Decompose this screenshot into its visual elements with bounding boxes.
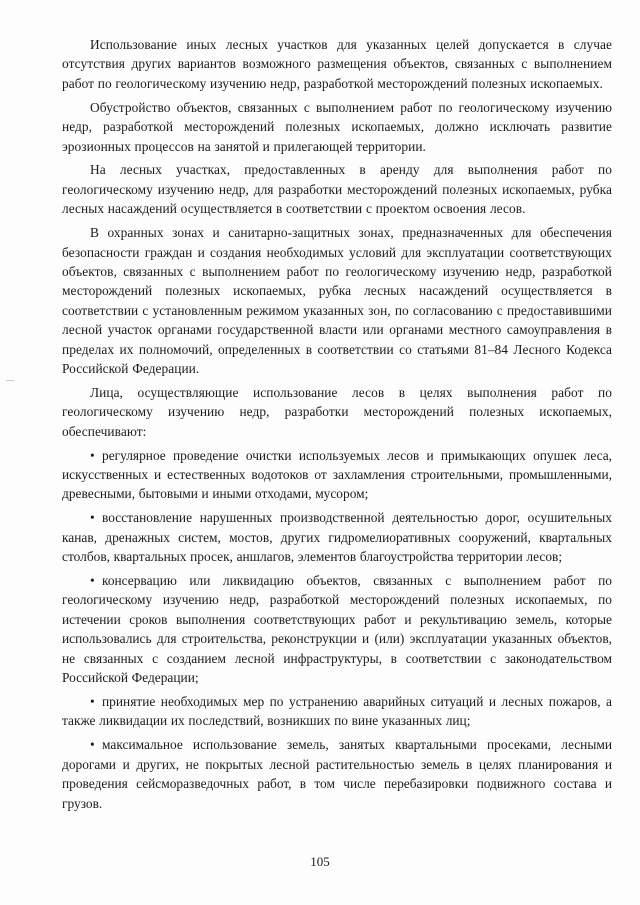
list-item-text: восстановление нарушенных производственной деятельностью дорог, осушительных канав, дренажных систем, мостов, других гидромелиоративных сооружений, квартальных столбов, квартальных просек, аншлагов, элементов благоустройства территории лесов; bbox=[62, 510, 612, 565]
bullet-icon: • bbox=[90, 694, 95, 709]
list-item-land-usage bbox=[62, 735, 612, 813]
list-item-text: регулярное проведение очистки используемых лесов и примыкающих опушек леса, искусственных и естественных водотоков от захламления строительными, промышленными, древесными, бытовыми и иными отходами, мусором; bbox=[62, 447, 612, 502]
list-item-text: консервацию или ликвидацию объектов, связанных с выполнением работ по геологическому изучению недр, разработкой месторождений полезных ископаемых, по истечении сроков выполнения соответствующих работ и рекультивацию земель, которые использовались для строительства, реконструкции и (или) эксплуатации указанных объектов, не связанных с созданием лесной инфраструктуры, в соответствии с законодательством Российской Федерации; bbox=[62, 573, 612, 686]
list-item-cleaning bbox=[62, 446, 612, 504]
bullet-icon: • bbox=[90, 447, 95, 463]
list-item-conservation bbox=[62, 571, 612, 687]
list-item-text: максимальное использование земель, занятых квартальными просеками, лесными дорогами и других, не покрытых лесной растительностью земель в целях планирования и проведения сейсморазведочных работ, в том числе перебазировки подвижного состава и грузов. bbox=[62, 737, 612, 811]
paragraph-protective-zones: В охранных зонах и санитарно-защитных зонах, предназначенных для обеспечения безопасности граждан и создания необходимых условий для эксплуатации соответствующих объектов, связанных с выполнением работ по геологическому изучению недр, разработкой месторождений полезных ископаемых, рубка лесных насаждений осуществляется в соответствии с установленным режимом указанных зон, по согласованию с предоставившими лесной участок органами государственной власти или органами местного самоуправления в пределах их полномочий, определенных в соответствии со статьями 81–84 Лесного Кодекса Российской Федерации. bbox=[62, 225, 612, 376]
bullet-icon: • bbox=[90, 737, 95, 753]
paragraph-leased-plots-felling: На лесных участках, предоставленных в аренду для выполнения работ по геологическому изучению недр, для разработки месторождений полезных ископаемых, рубка лесных насаждений осуществляется в соответствии с проектом освоения лесов. bbox=[62, 162, 612, 217]
page-number: 105 bbox=[310, 854, 330, 869]
list-item-text: принятие необходимых мер по устранению аварийных ситуаций и лесных пожаров, а также ликвидации их последствий, возникших по вине указанных лиц; bbox=[62, 694, 612, 729]
scan-margin-mark bbox=[6, 380, 14, 381]
list-item-emergency-measures bbox=[62, 692, 612, 731]
paragraph-obligations-intro: Лица, осуществляющие использование лесов в целях выполнения работ по геологическому изучению недр, разработки месторождений полезных ископаемых, обеспечивают: bbox=[62, 384, 612, 439]
paragraph-forest-plots-usage: Использование иных лесных участков для указанных целей допускается в случае отсутствия других вариантов возможного размещения объектов, связанных с выполнением работ по геологическому изучению недр, разработкой месторождений полезных ископаемых. bbox=[62, 37, 612, 91]
bullet-icon: • bbox=[90, 510, 95, 526]
document-body bbox=[62, 35, 612, 817]
bullet-icon: • bbox=[90, 573, 95, 589]
list-item-restoration bbox=[62, 508, 612, 566]
paragraph-erosion-prevention: Обустройство объектов, связанных с выполнением работ по геологическому изучению недр, разработкой месторождений полезных ископаемых, должно исключать развитие эрозионных процессов на занятой и прилегающей территории. bbox=[62, 99, 612, 154]
